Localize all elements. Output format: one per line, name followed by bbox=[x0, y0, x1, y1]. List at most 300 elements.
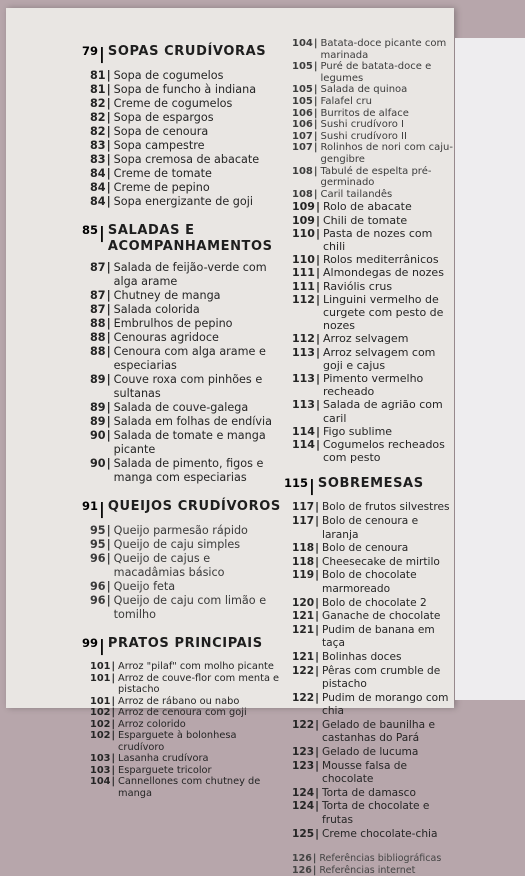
toc-entry bbox=[82, 317, 282, 331]
toc-entry bbox=[284, 515, 456, 542]
entry-title: Pudim de morango com chia bbox=[322, 691, 449, 718]
toc-entry bbox=[82, 401, 282, 415]
toc-entry bbox=[284, 227, 456, 253]
page-separator: | bbox=[313, 84, 318, 96]
entry-page-number: 121 bbox=[292, 650, 315, 663]
entry-page-number: 114 bbox=[292, 424, 315, 438]
page-separator: | bbox=[99, 223, 105, 242]
entry-page-number: 82 bbox=[90, 125, 106, 138]
entry-page-number: 81 bbox=[90, 83, 106, 96]
toc-entry bbox=[284, 692, 456, 719]
entry-title: Sopa de cogumelos bbox=[113, 69, 224, 82]
entry-page-number: 111 bbox=[292, 266, 315, 280]
entry-title: Bolo de frutos silvestres bbox=[322, 501, 450, 514]
section-title: SOBREMESAS bbox=[317, 476, 424, 492]
page-separator: | bbox=[309, 476, 315, 496]
toc-entry bbox=[284, 38, 456, 61]
entry-page-number: 121 bbox=[292, 610, 315, 623]
entry-title: Queijo feta bbox=[113, 580, 176, 593]
entry-title: Salada de tomate e manga picante bbox=[113, 429, 266, 456]
entry-title: Creme de cogumelos bbox=[113, 97, 233, 110]
toc-entry bbox=[82, 125, 282, 139]
toc-entry bbox=[82, 524, 282, 538]
entry-title: Arroz de rábano ou nabo bbox=[118, 695, 240, 707]
page-separator: | bbox=[106, 69, 111, 82]
toc-entry bbox=[82, 457, 282, 485]
page-separator: | bbox=[312, 864, 317, 876]
entry-title: Salada de pimento, figos e manga com especiarias bbox=[113, 457, 264, 484]
page-separator: | bbox=[99, 44, 105, 63]
section-heading bbox=[82, 223, 282, 255]
page-separator: | bbox=[106, 401, 111, 414]
entry-page-number: 125 bbox=[292, 827, 315, 840]
toc-entry bbox=[284, 865, 456, 876]
entry-page-number: 81 bbox=[90, 69, 106, 82]
entry-title: Arroz de cenoura com goji bbox=[118, 707, 247, 718]
page-separator: | bbox=[106, 289, 111, 302]
entry-title: Arroz de couve-flor com menta e pistacho bbox=[118, 672, 280, 695]
toc-entry bbox=[284, 372, 456, 398]
section-heading bbox=[82, 499, 282, 518]
entry-page-number: 83 bbox=[90, 139, 106, 152]
entry-page-number: 124 bbox=[292, 786, 315, 799]
entry-page-number: 107 bbox=[292, 142, 313, 154]
toc-entry bbox=[82, 195, 282, 209]
entry-page-number: 84 bbox=[90, 195, 106, 208]
entry-title: Sopa de cenoura bbox=[113, 125, 209, 138]
page-separator: | bbox=[315, 279, 320, 293]
entry-title: Sopa campestre bbox=[113, 139, 205, 152]
entry-title: Salada colorida bbox=[113, 303, 200, 316]
toc-entry bbox=[82, 181, 282, 195]
entry-page-number: 113 bbox=[292, 345, 315, 359]
toc-entry bbox=[284, 131, 456, 143]
page-separator: | bbox=[106, 415, 111, 428]
toc-entry bbox=[284, 108, 456, 120]
entry-title: Salada de feijão-verde com alga arame bbox=[113, 261, 267, 288]
section-page-number: 115 bbox=[284, 476, 309, 491]
entry-page-number: 88 bbox=[90, 317, 106, 330]
section-entries bbox=[82, 261, 282, 485]
entry-page-number: 112 bbox=[292, 292, 315, 306]
section-page-number: 91 bbox=[82, 499, 99, 513]
entry-page-number: 118 bbox=[292, 555, 315, 568]
entry-title: Gelado de lucuma bbox=[322, 746, 419, 759]
entry-page-number: 110 bbox=[292, 253, 315, 267]
entry-title: Salada em folhas de endívia bbox=[113, 415, 272, 428]
entry-page-number: 103 bbox=[90, 753, 111, 764]
entry-title: Arroz selvagem bbox=[323, 332, 409, 346]
toc-left-column bbox=[82, 38, 282, 799]
page-separator: | bbox=[313, 130, 318, 142]
toc-entry bbox=[82, 661, 282, 673]
toc-entry bbox=[284, 501, 456, 515]
entry-title: Sushi crudívoro II bbox=[320, 130, 407, 142]
section-page-number: 85 bbox=[82, 223, 99, 237]
toc-entry bbox=[82, 331, 282, 345]
page-separator: | bbox=[106, 153, 111, 166]
toc-entry bbox=[284, 425, 456, 438]
entry-page-number: 87 bbox=[90, 289, 106, 302]
entry-title: Queijo de caju simples bbox=[113, 538, 241, 551]
entry-title: Esparguete tricolor bbox=[118, 764, 212, 776]
toc-entry bbox=[284, 787, 456, 801]
entry-page-number: 105 bbox=[292, 84, 313, 96]
entry-page-number: 90 bbox=[90, 429, 106, 442]
entry-page-number: 102 bbox=[90, 707, 111, 718]
toc-entry bbox=[82, 153, 282, 167]
entry-title: Rolos mediterrânicos bbox=[323, 253, 439, 267]
toc-entry bbox=[284, 142, 456, 165]
page-separator: | bbox=[313, 165, 318, 177]
toc-entry bbox=[284, 189, 456, 201]
page-separator: | bbox=[313, 142, 318, 154]
toc-entry bbox=[284, 651, 456, 665]
toc-entry bbox=[82, 696, 282, 708]
entry-page-number: 118 bbox=[292, 542, 315, 555]
page-separator: | bbox=[315, 596, 319, 609]
page-separator: | bbox=[315, 253, 320, 267]
entry-title: Mousse falsa de chocolate bbox=[322, 759, 408, 786]
section-heading bbox=[82, 44, 282, 63]
entry-page-number: 107 bbox=[292, 130, 313, 142]
entry-page-number: 113 bbox=[292, 371, 315, 385]
entry-page-number: 82 bbox=[90, 111, 106, 124]
entry-page-number: 126 bbox=[292, 853, 312, 865]
page-separator: | bbox=[315, 200, 320, 214]
toc-entry bbox=[82, 753, 282, 765]
entry-page-number: 95 bbox=[90, 524, 106, 537]
entry-page-number: 95 bbox=[90, 538, 106, 551]
toc-entry bbox=[284, 398, 456, 424]
toc-entry bbox=[82, 167, 282, 181]
page-separator: | bbox=[313, 119, 318, 131]
toc-entry bbox=[284, 556, 456, 570]
page-separator: | bbox=[315, 542, 319, 555]
page-separator: | bbox=[106, 429, 111, 442]
entry-title: Couve roxa com pinhões e sultanas bbox=[113, 373, 263, 400]
entry-page-number: 124 bbox=[292, 800, 315, 813]
toc-entry bbox=[284, 746, 456, 760]
page-separator: | bbox=[315, 569, 319, 582]
page-separator: | bbox=[313, 61, 318, 73]
entry-page-number: 84 bbox=[90, 167, 106, 180]
entry-title: Rolo de abacate bbox=[323, 200, 412, 214]
toc-entry bbox=[284, 293, 456, 333]
toc-entry bbox=[284, 280, 456, 293]
toc-entry bbox=[82, 289, 282, 303]
section-entries bbox=[284, 501, 456, 841]
section-title: PRATOS PRINCIPAIS bbox=[107, 636, 263, 651]
section-page-number: 79 bbox=[82, 44, 99, 58]
entry-page-number: 96 bbox=[90, 580, 106, 593]
page-separator: | bbox=[315, 501, 319, 514]
entry-title: Sushi crudívoro I bbox=[320, 119, 404, 131]
page-separator: | bbox=[106, 83, 111, 96]
toc-entry bbox=[82, 69, 282, 83]
page-separator: | bbox=[106, 111, 111, 124]
page-separator: | bbox=[106, 167, 111, 180]
entry-page-number: 126 bbox=[292, 864, 312, 876]
entry-page-number: 108 bbox=[292, 165, 313, 177]
page-separator: | bbox=[106, 345, 111, 358]
entry-page-number: 101 bbox=[90, 661, 111, 672]
entry-title: Cannellones com chutney de manga bbox=[118, 776, 261, 799]
page-separator: | bbox=[106, 139, 111, 152]
entry-page-number: 83 bbox=[90, 153, 106, 166]
page-separator: | bbox=[106, 594, 111, 607]
toc-entry bbox=[82, 261, 282, 289]
page-separator: | bbox=[315, 664, 319, 677]
page-separator: | bbox=[313, 107, 318, 119]
entry-page-number: 109 bbox=[292, 200, 315, 214]
toc-entry bbox=[82, 139, 282, 153]
entry-page-number: 109 bbox=[292, 213, 315, 227]
toc-entry bbox=[284, 200, 456, 213]
page-separator: | bbox=[106, 331, 111, 344]
entry-title: Pudim de banana em taça bbox=[322, 623, 435, 650]
page-separator: | bbox=[106, 524, 111, 537]
entry-title: Bolo de cenoura bbox=[322, 542, 409, 555]
page-separator: | bbox=[315, 332, 320, 346]
page-separator: | bbox=[111, 661, 116, 672]
entry-page-number: 113 bbox=[292, 398, 315, 412]
entry-page-number: 120 bbox=[292, 596, 315, 609]
entry-title: Queijo de caju com limão e tomilho bbox=[113, 594, 267, 621]
entry-page-number: 110 bbox=[292, 226, 315, 240]
entry-title: Bolo de cenoura e laranja bbox=[322, 514, 419, 541]
entry-page-number: 114 bbox=[292, 437, 315, 451]
page-separator: | bbox=[99, 499, 105, 518]
page-separator: | bbox=[312, 853, 317, 865]
page-separator: | bbox=[313, 188, 318, 200]
entry-title: Bolo de chocolate 2 bbox=[322, 596, 427, 609]
entry-title: Sopa energizante de goji bbox=[113, 195, 253, 208]
toc-entry bbox=[82, 373, 282, 401]
page-separator: | bbox=[111, 776, 116, 787]
entry-title: Queijo de cajus e macadâmias básico bbox=[113, 552, 225, 579]
entry-page-number: 119 bbox=[292, 569, 315, 582]
section-title: QUEIJOS CRUDÍVOROS bbox=[107, 499, 281, 514]
entry-title: Arroz colorido bbox=[118, 718, 186, 730]
toc-entry bbox=[284, 760, 456, 787]
entry-page-number: 112 bbox=[292, 332, 315, 346]
page-separator: | bbox=[315, 437, 320, 451]
toc-entry bbox=[82, 673, 282, 696]
entry-title: Gelado de baunilha e castanhas do Pará bbox=[322, 718, 435, 745]
page-separator: | bbox=[106, 261, 111, 274]
page-separator: | bbox=[106, 373, 111, 386]
page-separator: | bbox=[315, 786, 319, 799]
toc-entry bbox=[284, 332, 456, 345]
entry-title: Creme de tomate bbox=[113, 167, 212, 180]
toc-entry bbox=[284, 61, 456, 84]
toc-entry bbox=[82, 83, 282, 97]
entry-title: Pasta de nozes com chili bbox=[323, 226, 433, 253]
page-separator: | bbox=[106, 317, 111, 330]
entry-title: Cogumelos recheados com pesto bbox=[323, 437, 445, 465]
continued-entries bbox=[284, 38, 456, 464]
entry-title: Caril tailandês bbox=[320, 188, 393, 200]
page-separator: | bbox=[315, 610, 319, 623]
page-separator: | bbox=[111, 764, 116, 776]
page-separator: | bbox=[315, 691, 319, 704]
toc-entry bbox=[284, 166, 456, 189]
toc-entry bbox=[82, 552, 282, 580]
entry-page-number: 106 bbox=[292, 107, 313, 119]
entry-title: Salada de couve-galega bbox=[113, 401, 249, 414]
entry-page-number: 88 bbox=[90, 345, 106, 358]
toc-entry bbox=[284, 266, 456, 279]
entry-page-number: 96 bbox=[90, 594, 106, 607]
entry-page-number: 101 bbox=[90, 672, 111, 684]
section-heading bbox=[82, 636, 282, 655]
entry-title: Arroz "pilaf" com molho picante bbox=[118, 661, 274, 672]
page-separator: | bbox=[315, 371, 320, 385]
entry-title: Ganache de chocolate bbox=[322, 610, 441, 623]
entry-title: Salada de quinoa bbox=[320, 84, 408, 96]
toc-entry bbox=[284, 569, 456, 596]
toc-entry bbox=[82, 594, 282, 622]
toc-right-column bbox=[284, 38, 456, 876]
page-separator: | bbox=[106, 552, 111, 565]
toc-entry bbox=[82, 765, 282, 777]
entry-title: Esparguete à bolonhesa crudívoro bbox=[118, 730, 237, 753]
page-separator: | bbox=[315, 746, 319, 759]
toc-entry bbox=[82, 303, 282, 317]
section-title: SALADAS E ACOMPANHAMENTOS bbox=[107, 223, 273, 254]
page-separator: | bbox=[99, 636, 105, 655]
entry-page-number: 104 bbox=[292, 38, 313, 49]
entry-page-number: 123 bbox=[292, 746, 315, 759]
toc-entry bbox=[284, 624, 456, 651]
entry-page-number: 102 bbox=[90, 718, 111, 730]
entry-title: Sopa de funcho à indiana bbox=[113, 83, 257, 96]
entry-title: Queijo parmesão rápido bbox=[113, 524, 248, 537]
toc-entry bbox=[82, 97, 282, 111]
entry-title: Pimento vermelho recheado bbox=[323, 371, 424, 399]
entry-title: Almondegas de nozes bbox=[323, 266, 444, 280]
entry-title: Chili de tomate bbox=[323, 213, 408, 227]
entry-title: Pêras com crumble de pistacho bbox=[322, 664, 441, 691]
page-separator: | bbox=[315, 623, 319, 636]
entry-page-number: 117 bbox=[292, 514, 315, 527]
page-separator: | bbox=[315, 345, 320, 359]
page-separator: | bbox=[313, 38, 318, 49]
entry-page-number: 90 bbox=[90, 457, 106, 470]
toc-entry bbox=[82, 707, 282, 719]
entry-title: Torta de damasco bbox=[322, 786, 416, 799]
page-separator: | bbox=[315, 555, 319, 568]
entry-title: Sopa cremosa de abacate bbox=[113, 153, 260, 166]
section-entries bbox=[82, 661, 282, 799]
entry-page-number: 88 bbox=[90, 331, 106, 344]
entry-title: Cenouras agridoce bbox=[113, 331, 219, 344]
section-title: SOPAS CRUDÍVORAS bbox=[107, 44, 267, 59]
entry-page-number: 123 bbox=[292, 759, 315, 772]
entry-title: Linguini vermelho de curgete com pesto de nozes bbox=[323, 292, 444, 333]
entry-page-number: 122 bbox=[292, 691, 315, 704]
toc-entry bbox=[284, 610, 456, 624]
entry-title: Chutney de manga bbox=[113, 289, 221, 302]
entry-title: Tabulé de espelta pré-germinado bbox=[320, 165, 432, 189]
page-separator: | bbox=[111, 753, 116, 764]
entry-page-number: 103 bbox=[90, 764, 111, 776]
toc-entry bbox=[284, 84, 456, 96]
entry-page-number: 82 bbox=[90, 97, 106, 110]
toc-entry bbox=[284, 597, 456, 611]
toc-entry bbox=[284, 828, 456, 842]
entry-page-number: 87 bbox=[90, 261, 106, 274]
page-separator: | bbox=[111, 730, 116, 741]
section-entries bbox=[82, 69, 282, 209]
entry-page-number: 122 bbox=[292, 718, 315, 731]
toc-entry bbox=[284, 665, 456, 692]
entry-title: Rolinhos de nori com caju-gengibre bbox=[320, 142, 453, 165]
toc-entry bbox=[284, 853, 456, 865]
toc-entry bbox=[82, 538, 282, 552]
entry-page-number: 89 bbox=[90, 401, 106, 414]
entry-page-number: 106 bbox=[292, 119, 313, 131]
page-separator: | bbox=[315, 424, 320, 438]
section-entries bbox=[82, 524, 282, 622]
page-separator: | bbox=[106, 580, 111, 593]
toc-entry bbox=[82, 345, 282, 373]
entry-title: Creme de pepino bbox=[113, 181, 210, 194]
page-separator: | bbox=[315, 759, 319, 772]
page-separator: | bbox=[111, 695, 116, 707]
page-separator: | bbox=[315, 800, 319, 813]
page-separator: | bbox=[315, 718, 319, 731]
entry-title: Falafel cru bbox=[320, 95, 372, 107]
page-separator: | bbox=[111, 718, 116, 730]
entry-page-number: 89 bbox=[90, 415, 106, 428]
entry-title: Referências bibliográficas bbox=[319, 853, 442, 865]
next-page-edge bbox=[455, 38, 525, 700]
entry-title: Bolo de chocolate marmoreado bbox=[322, 569, 417, 595]
toc-entry bbox=[284, 542, 456, 556]
entry-title: Arroz selvagem com goji e cajus bbox=[323, 345, 436, 372]
entry-page-number: 89 bbox=[90, 373, 106, 386]
toc-entry bbox=[284, 214, 456, 227]
entry-page-number: 104 bbox=[90, 776, 111, 787]
entry-page-number: 87 bbox=[90, 303, 106, 316]
entry-page-number: 108 bbox=[292, 188, 313, 200]
page-separator: | bbox=[315, 827, 319, 840]
page-separator: | bbox=[315, 650, 319, 663]
entry-title: Referências internet bbox=[319, 864, 416, 876]
entry-title: Embrulhos de pepino bbox=[113, 317, 233, 330]
page-separator: | bbox=[111, 672, 116, 684]
entry-title: Creme chocolate-chia bbox=[322, 827, 438, 840]
entry-title: Cenoura com alga arame e especiarias bbox=[113, 345, 266, 372]
toc-entry bbox=[284, 96, 456, 108]
entry-title: Raviólis crus bbox=[323, 279, 393, 293]
entry-title: Torta de chocolate e frutas bbox=[322, 800, 430, 827]
entry-title: Lasanha crudívora bbox=[118, 753, 209, 764]
entry-page-number: 101 bbox=[90, 695, 111, 707]
toc-entry bbox=[284, 438, 456, 464]
page-separator: | bbox=[106, 457, 111, 470]
page-separator: | bbox=[315, 266, 320, 280]
entry-title: Salada de agrião com caril bbox=[323, 398, 443, 425]
page-separator: | bbox=[106, 538, 111, 551]
toc-entry bbox=[82, 719, 282, 731]
entry-title: Bolinhas doces bbox=[322, 650, 402, 663]
entry-page-number: 117 bbox=[292, 501, 315, 514]
toc-entry bbox=[82, 415, 282, 429]
entry-title: Figo sublime bbox=[323, 424, 393, 438]
